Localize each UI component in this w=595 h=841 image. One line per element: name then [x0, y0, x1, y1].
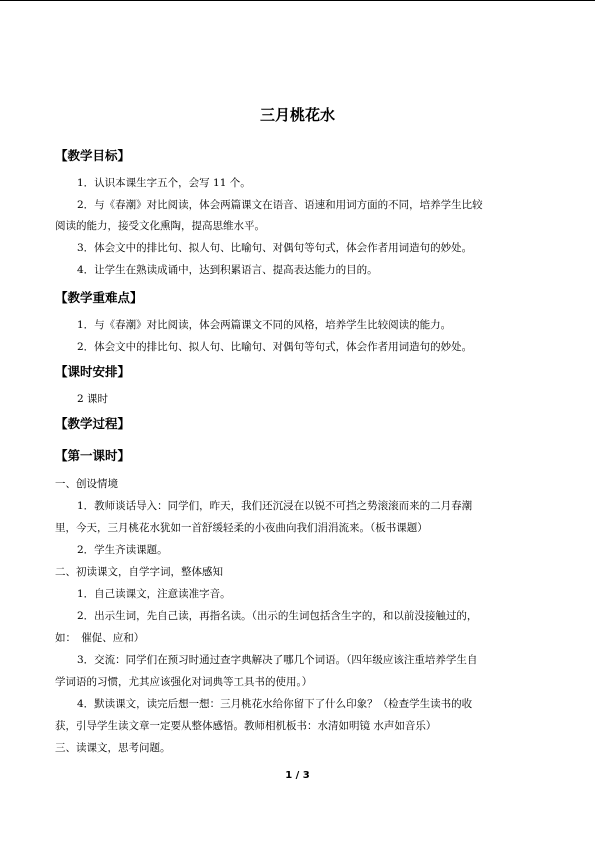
key-point-line: 2．体会文中的排比句、拟人句、比喻句、对偶句等句式，体会作者用词造句的妙处。: [77, 341, 473, 353]
page-title: 三月桃花水: [259, 106, 335, 124]
process-line: 4．默读课文，读完后想一想：三月桃花水给你留下了什么印象？（检查学生读书的收: [77, 698, 473, 710]
heading-key-points: 【教学重难点】: [55, 290, 143, 305]
header-rule: [0, 0, 595, 1]
process-line: 二、初读课文，自学字词，整体感知: [55, 566, 223, 578]
heading-goals: 【教学目标】: [55, 148, 131, 163]
key-point-line: 1．与《春潮》对比阅读，体会两篇课文不同的风格，培养学生比较阅读的能力。: [77, 319, 452, 331]
process-line: 3．交流：同学们在预习时通过查字典解决了哪几个词语。（四年级应该注重培养学生自: [77, 654, 478, 666]
heading-process: 【教学过程】: [55, 416, 131, 431]
process-line: 三、读课文，思考问题。: [55, 742, 171, 754]
process-line: 2．学生齐读课题。: [77, 544, 168, 556]
process-line: 里，今天，三月桃花水犹如一首舒缓轻柔的小夜曲向我们涓涓流来。（板书课题）: [55, 522, 428, 534]
goal-line: 1．认识本课生字五个，会写 11 个。: [77, 177, 251, 189]
goal-line: 阅读的能力，接受文化熏陶，提高思维水平。: [55, 220, 265, 232]
heading-schedule: 【课时安排】: [55, 364, 131, 379]
process-line: 如： 催促、应和）: [55, 632, 145, 644]
heading-lesson-1: 【第一课时】: [55, 448, 131, 463]
process-line: 1．自己读课文，注意读准字音。: [77, 588, 231, 600]
process-line: 一、创设情境: [55, 478, 118, 490]
process-line: 学词语的习惯，尤其应该强化对词典等工具书的使用。）: [55, 676, 313, 688]
process-line: 2．出示生词，先自己读，再指名读。（出示的生词包括含生字的，和以前没接触过的，: [77, 610, 478, 622]
goal-line: 4．让学生在熟读成诵中，达到积累语言、提高表达能力的目的。: [77, 264, 378, 276]
schedule-text: 2 课时: [77, 393, 109, 405]
page-number: 1 / 3: [285, 770, 310, 781]
process-line: 1．教师谈话导入：同学们，昨天，我们还沉浸在以锐不可挡之势滚滚而来的二月春潮: [77, 500, 473, 512]
goal-line: 3．体会文中的排比句、拟人句、比喻句、对偶句等句式，体会作者用词造句的妙处。: [77, 242, 473, 254]
process-line: 获，引导学生读文章一定要从整体感悟。教师相机板书：水清如明镜 水声如音乐）: [55, 720, 437, 732]
goal-line: 2．与《春潮》对比阅读，体会两篇课文在语音、语速和用词方面的不同，培养学生比较: [77, 199, 483, 211]
